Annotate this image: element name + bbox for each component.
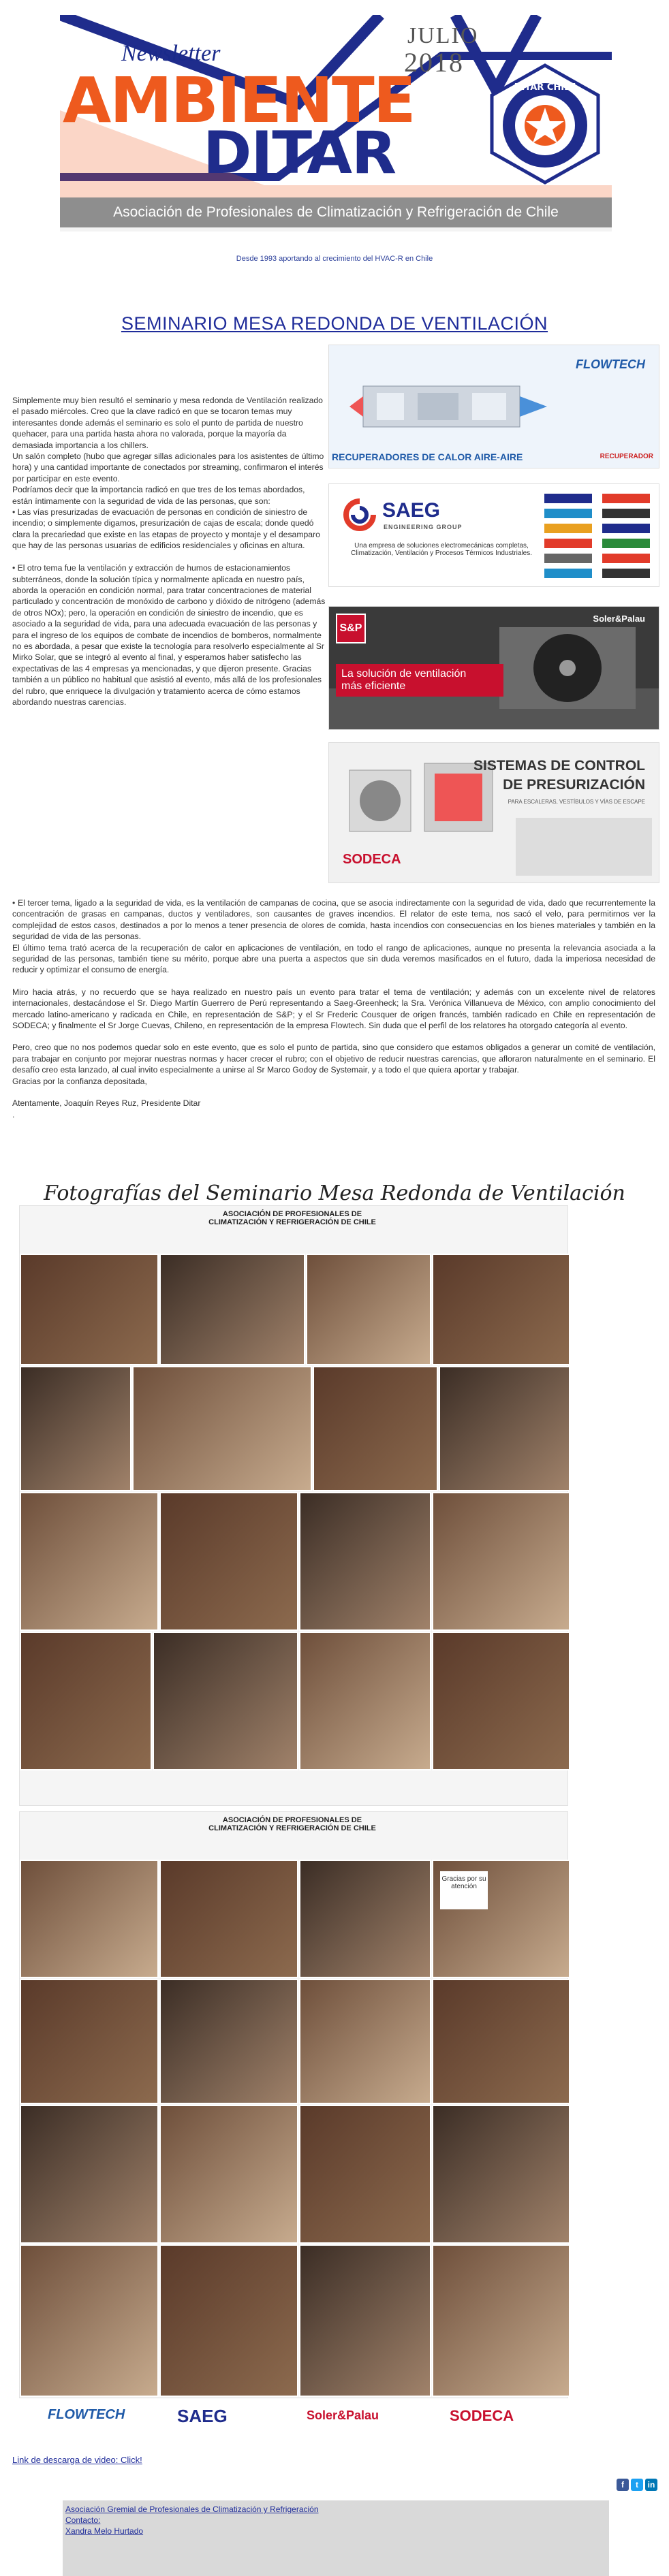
video-download-link[interactable]: Click! xyxy=(121,2455,142,2465)
title-ditar: DITAR xyxy=(203,119,396,187)
photo xyxy=(432,1979,570,2104)
photo xyxy=(299,1492,431,1631)
photo xyxy=(159,1492,298,1631)
logo-sodeca: SODECA xyxy=(450,2407,514,2424)
seal-text: DITAR CHILE xyxy=(514,82,576,93)
footer xyxy=(63,2500,609,2576)
photo xyxy=(20,2244,159,2397)
photo-collage-2 xyxy=(19,1811,568,2398)
sodeca-ad[interactable] xyxy=(328,742,659,883)
photo xyxy=(299,2105,431,2244)
ditar-seal-logo xyxy=(484,63,606,185)
signature: Atentamente, Joaquín Reyes Ruz, Presidente Ditar xyxy=(12,1098,201,1109)
photo xyxy=(159,1254,305,1365)
spacer xyxy=(12,1087,655,1098)
photo xyxy=(20,1254,159,1365)
issue-month: JULIO xyxy=(407,23,479,48)
trailing-dot: . xyxy=(12,1109,15,1119)
saeg-logo-icon xyxy=(343,498,377,532)
paragraph-committee: Pero, creo que no nos podemos quedar solo en este evento, que es solo el punto de partida, sino que considero que estamos obligados a generar un comité de ventilación, para trabajar en conjunto por mejorar nuestras normas y hacer crecer el rubro; con el objetivo de reducir nuestras carencias, que afloraron naturalmente en el seminario. El desafío creo esta lanzado, al cual invito especialmente a unirse al Sr Marco Godoy de Systemair, y a todo el que quiera aportar y trabajar. xyxy=(12,1043,655,1075)
collage-2-assoc-line1: ASOCIACIÓN DE PROFESIONALES DE xyxy=(222,1816,362,1824)
photo xyxy=(159,2105,298,2244)
photo xyxy=(313,1366,438,1491)
soler-palau-ad[interactable] xyxy=(328,606,659,730)
saeg-description: Una empresa de soluciones electromecánicas completas, Climatización, Ventilación y Procesos Térmicos Industriales. xyxy=(350,542,533,557)
heat-recovery-unit-image xyxy=(349,372,554,441)
collage-2-assoc-line2: CLIMATIZACIÓN Y REFRIGERACIÓN DE CHILE xyxy=(208,1824,376,1832)
sp-slogan-line2: más eficiente xyxy=(341,680,406,692)
spacer xyxy=(12,1031,655,1042)
sp-brand: Soler&Palau xyxy=(593,614,645,624)
photo xyxy=(20,2105,159,2244)
seminar-title[interactable]: SEMINARIO MESA REDONDA DE VENTILACIÓN xyxy=(121,313,548,334)
flowtech-ad[interactable] xyxy=(328,345,659,468)
photo xyxy=(439,1366,570,1491)
sodeca-product-grid xyxy=(516,818,652,876)
sp-slogan-line1: La solución de ventilación xyxy=(341,668,467,680)
photo xyxy=(20,1492,159,1631)
logo-saeg: SAEG xyxy=(177,2406,228,2426)
footer-contact-label[interactable]: Contacto: xyxy=(65,2515,101,2525)
saeg-sub: ENGINEERING GROUP xyxy=(384,524,463,530)
issue-year: 2018 xyxy=(404,47,464,78)
video-download xyxy=(12,2455,142,2465)
twitter-icon[interactable]: t xyxy=(631,2479,643,2491)
facebook-icon[interactable]: f xyxy=(617,2479,629,2491)
sodeca-subtitle: PARA ESCALERAS, VESTÍBULOS Y VÍAS DE ESCAPE xyxy=(508,799,645,805)
spacer xyxy=(12,976,655,987)
sp-slogan xyxy=(336,664,503,697)
photo xyxy=(306,1254,431,1365)
video-download-label: Link de descarga de video: xyxy=(12,2455,121,2465)
newsletter-label: Newsletter xyxy=(121,41,221,66)
footer-contact-name[interactable]: Xandra Melo Hurtado xyxy=(65,2526,144,2536)
linkedin-icon[interactable]: in xyxy=(645,2479,657,2491)
photo xyxy=(432,2105,570,2244)
photo-collage-1 xyxy=(19,1205,568,1806)
sodeca-title-1: SISTEMAS DE CONTROL xyxy=(473,758,645,774)
paragraph-thanks: Gracias por la confianza depositada, xyxy=(12,1076,147,1086)
photo xyxy=(299,1632,431,1770)
photo xyxy=(20,1632,152,1770)
newsletter-header xyxy=(60,15,612,232)
photo xyxy=(159,1979,298,2104)
collage-1-assoc-line2: CLIMATIZACIÓN Y REFRIGERACIÓN DE CHILE xyxy=(208,1218,376,1226)
photo xyxy=(159,1860,298,1978)
photo xyxy=(20,1860,159,1978)
photo xyxy=(432,1254,570,1365)
flowtech-caption: RECUPERADORES DE CALOR AIRE-AIRE xyxy=(332,451,523,462)
saeg-ad[interactable] xyxy=(328,483,659,587)
sodeca-brand: SODECA xyxy=(343,852,401,867)
collage-2-header xyxy=(183,1816,401,1857)
collage-1-assoc-line1: ASOCIACIÓN DE PROFESIONALES DE xyxy=(222,1210,362,1218)
flowtech-brand: FLOWTECH xyxy=(576,357,645,371)
photo xyxy=(20,1979,159,2104)
photo xyxy=(159,2244,298,2397)
intro-paragraph: Simplemente muy bien resultó el seminario y mesa redonda de Ventilación realizado el pasado miércoles. Creo que la clave radicó en que se tocaron temas muy interesantes donde además el seminario es solo el punto de partida de nuestro quehacer, para una partida hasta ahora no valorada, porque la mayoría da demasiada importancia a los chillers. Un salón completo (hubo que agregar sillas adicionales para los asistentes de último hora) y una cantidad importante de conectados por streaming, confirmaron el interés por participar en este evento. Podríamos decir que la importancia radicó en que tres de los temas abordados, están íntimamente con la seguridad de vida de las personas, que son: • Las vías presurizadas de evacuación de personas en condición de siniestro de incendio; o simplemente digamos, presurización de cajas de escala; donde quedó clara la precariedad que existe en las etapas de proyecto y montaje y el desamparo que hay de las personas usuarias de edificios residenciales y oficinas en altura. • El otro tema fue la ventilación y extracción de humos de estacionamientos subterráneos, donde la solución típica y normalmente aplicada en nuestro país, aborda la operación en condición normal, para tratar concentraciones de material particulado y concentración de monóxido de carbono y dióxido de nitrógeno (además de otros NOx); pero, la operación en condición de siniestro de incendio, que es asociado a la seguridad de vida, para una adecuada evacuación de las personas y para el ingreso de los equipos de combate de incendios de bomberos, normalmente no es abordada, a pesar que existe la tecnología para resolverlo especialmente al Sr Mirko Solar, que se integró al evento al final, y esperamos haber satisfecho las expectativas de las 4 empresas ya mencionadas, y que dijeron presente. Gracias también a un público no habitual que asistió al evento, más allá de los profesionales del rubro, que enriquece la divulgación y tratamiento acerca de cómo estamos abordando nuestras carencias. xyxy=(12,396,326,707)
title-ambiente: AMBIENTE xyxy=(63,64,415,137)
paragraph-kitchen-hoods: • El tercer tema, ligado a la seguridad de vida, es la ventilación de campanas de cocina, que se asocia indirectamente con la seguridad de vida, dado que recurrentemente la concentración de grasas en campanas, ductos y ventiladores, son causantes de graves incendios. El relator de este tema, nos sacó el velo, para permitirnos ver la complejidad de estos casos, destinados a por lo menos a tener presencia de olores de comida, hasta incendios con consecuencias en los bienes materiales y también en la seguridad de vida de las personas. xyxy=(12,898,655,942)
sodeca-title-2: DE PRESURIZACIÓN xyxy=(503,777,645,793)
photo xyxy=(432,2244,570,2397)
footer-org[interactable]: Asociación Gremial de Profesionales de Climatización y Refrigeración xyxy=(65,2505,319,2514)
paragraph-speakers: Miro hacia atrás, y no recuerdo que se haya realizado en nuestro país un evento para tratar el tema de ventilación; y además con un excelente nivel de relatores internacionales, destacándose el Sr. Diego Martín Guerrero de Perú representando a Saeg-Greenheck; la Sra. Verónica Villanueva de México, con amplio conocimiento del mercado latino-americano y radicada en Chile, en representación de S&P; y el Sr Frederic Cousquer de origen francés, también radicado en Chile en representación de SODECA; y finalmente el Sr Jorge Cuevas, Chileno, en representación de la empresa Flowtech. Sin duda que el perfil de los relatores ha otorgado categoría al evento. xyxy=(12,987,655,1031)
collage-1-header xyxy=(183,1210,401,1251)
flowtech-partner: RECUPERADOR xyxy=(600,453,653,460)
saeg-brand: SAEG xyxy=(382,499,441,522)
sp-logo-icon: S&P xyxy=(336,614,366,643)
partner-brands-logos xyxy=(544,494,653,578)
photo xyxy=(132,1366,312,1491)
paragraph-heat-recovery: El último tema trató acerca de la recuperación de calor en aplicaciones de ventilación, en todo el rango de aplicaciones, aunque no presenta la relevancia asociada a la seguridad de las personas, también tiene su mérito, porque abre una puerta a aspectos que sin duda veremos masificados en el futuro, dada la imperiosa necesidad de reducir y optimizar el consumo de energía. xyxy=(12,942,655,975)
association-banner: Asociación de Profesionales de Climatización y Refrigeración de Chile xyxy=(60,197,612,227)
logo-flowtech: FLOWTECH xyxy=(48,2407,125,2422)
photos-title: Fotografías del Seminario Mesa Redonda de Ventilación xyxy=(44,1181,625,1205)
lower-text-block xyxy=(12,897,655,1120)
slide-text: Gracias por su atención xyxy=(440,1871,488,1909)
photo xyxy=(299,1860,431,1978)
photo xyxy=(20,1366,131,1491)
intro-text-block xyxy=(12,395,327,707)
photo xyxy=(432,1492,570,1631)
logo-soler-palau: Soler&Palau xyxy=(307,2408,379,2422)
photo xyxy=(153,1632,298,1770)
photo xyxy=(432,1632,570,1770)
photo xyxy=(299,2244,431,2397)
tagline: Desde 1993 aportando al crecimiento del HVAC-R en Chile xyxy=(236,255,433,263)
sponsor-logos-strip xyxy=(48,2400,565,2434)
photo xyxy=(299,1979,431,2104)
photo-with-slide xyxy=(432,1860,570,1978)
